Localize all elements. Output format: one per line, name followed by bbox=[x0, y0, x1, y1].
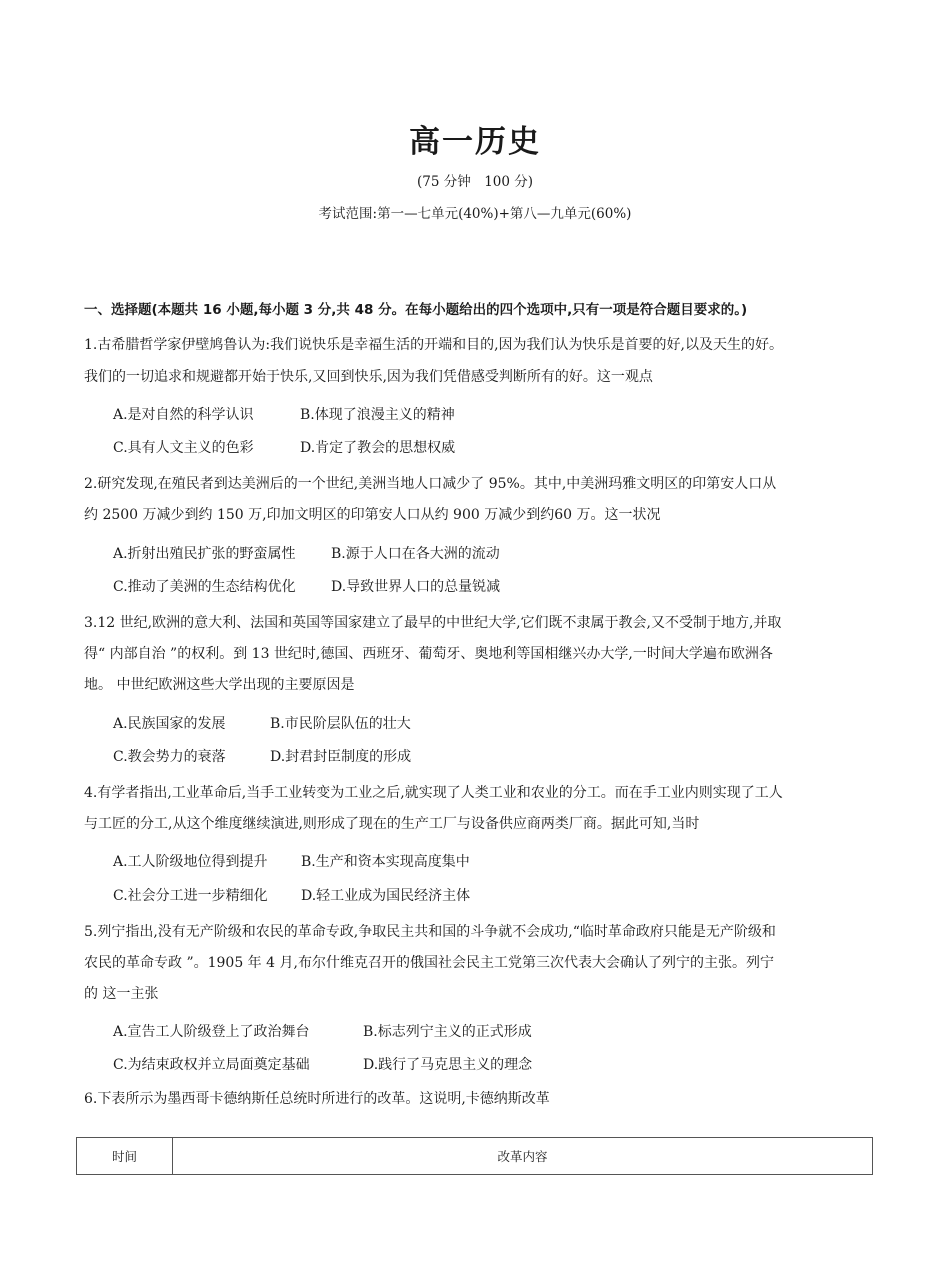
exam-scope: 考试范围:第一—七单元(40%)+第八—九单元(60%) bbox=[318, 206, 632, 222]
question-2-line-1: 2.研究发现,在殖民者到达美洲后的一个世纪,美洲当地人口减少了 95%。其中,中美洲玛雅文明区的印第安人口从 bbox=[84, 476, 777, 492]
question-4-option-c: C.社会分工进一步精细化 bbox=[113, 888, 268, 904]
question-5-option-c: C.为结束政权并立局面奠定基础 bbox=[113, 1057, 310, 1073]
question-5-options-row-2 bbox=[113, 1055, 913, 1075]
question-4-option-d: D.轻工业成为国民经济主体 bbox=[301, 888, 471, 904]
question-3-line-3: 地。 中世纪欧洲这些大学出现的主要原因是 bbox=[84, 677, 355, 693]
question-2-options-row-2 bbox=[113, 577, 913, 597]
question-1-option-d: D.肯定了教会的思想权威 bbox=[300, 440, 456, 456]
question-3-option-c: C.教会势力的衰落 bbox=[113, 749, 226, 765]
question-2-line-2: 约 2500 万减少到约 150 万,印加文明区的印第安人口从约 900 万减少到约60 万。这一状况 bbox=[84, 507, 661, 523]
question-4-options-row-1 bbox=[113, 852, 913, 872]
question-5-option-a: A.宣告工人阶级登上了政治舞台 bbox=[113, 1024, 310, 1040]
question-2-option-c: C.推动了美洲的生态结构优化 bbox=[113, 579, 296, 595]
question-5-line-3: 的 这一主张 bbox=[84, 986, 159, 1002]
table-header-time: 时间 bbox=[77, 1138, 173, 1174]
question-6-line-1: 6.下表所示为墨西哥卡德纳斯任总统时所进行的改革。这说明,卡德纳斯改革 bbox=[84, 1091, 550, 1107]
question-5-option-b: B.标志列宁主义的正式形成 bbox=[363, 1024, 532, 1040]
question-1-option-c: C.具有人文主义的色彩 bbox=[113, 440, 254, 456]
question-2-option-a: A.折射出殖民扩张的野蛮属性 bbox=[113, 546, 296, 562]
question-2-options-row-1 bbox=[113, 544, 913, 564]
question-2-option-d: D.导致世界人口的总量锐减 bbox=[331, 579, 501, 595]
question-4-option-b: B.生产和资本实现高度集中 bbox=[301, 854, 470, 870]
question-2-option-b: B.源于人口在各大洲的流动 bbox=[331, 546, 500, 562]
exam-duration: (75 分钟 100 分) bbox=[416, 174, 534, 190]
question-3-options-row-1 bbox=[113, 714, 913, 734]
page-title: 高一历史 bbox=[409, 124, 541, 160]
question-3-line-2: 得“ 内部自治 ”的权利。到 13 世纪时,德国、西班牙、葡萄牙、奥地利等国相继兴办大学,一时间大学遍布欧洲各 bbox=[84, 646, 773, 662]
question-1-option-b: B.体现了浪漫主义的精神 bbox=[300, 407, 455, 423]
question-1-line-1: 1.古希腊哲学家伊壁鸠鲁认为:我们说快乐是幸福生活的开端和目的,因为我们认为快乐是首要的好,以及天生的好。 bbox=[84, 337, 783, 353]
question-1-option-a: A.是对自然的科学认识 bbox=[113, 407, 254, 423]
question-3-option-b: B.市民阶层队伍的壮大 bbox=[270, 716, 411, 732]
question-4-line-2: 与工匠的分工,从这个维度继续演进,则形成了现在的生产工厂与设备供应商两类厂商。据此可知,当时 bbox=[84, 816, 700, 832]
question-3-options-row-2 bbox=[113, 747, 913, 767]
question-3-option-a: A.民族国家的发展 bbox=[113, 716, 226, 732]
question-1-options-row-1 bbox=[113, 405, 913, 425]
question-5-options-row-1 bbox=[113, 1022, 913, 1042]
reform-table bbox=[76, 1137, 873, 1175]
section-heading: 一、选择题(本题共 16 小题,每小题 3 分,共 48 分。在每小题给出的四个选项中,只有一项是符合题目要求的。) bbox=[84, 302, 748, 318]
question-4-options-row-2 bbox=[113, 886, 913, 906]
question-3-line-1: 3.12 世纪,欧洲的意大利、法国和英国等国家建立了最早的中世纪大学,它们既不隶属于教会,又不受制于地方,并取 bbox=[84, 615, 782, 631]
table-header-content: 改革内容 bbox=[497, 1149, 548, 1164]
question-1-options-row-2 bbox=[113, 438, 913, 458]
question-1-line-2: 我们的一切追求和规避都开始于快乐,又回到快乐,因为我们凭借感受判断所有的好。这一观点 bbox=[84, 369, 653, 385]
question-5-line-1: 5.列宁指出,没有无产阶级和农民的革命专政,争取民主共和国的斗争就不会成功,“临时革命政府只能是无产阶级和 bbox=[84, 924, 776, 940]
question-4-option-a: A.工人阶级地位得到提升 bbox=[113, 854, 268, 870]
question-5-option-d: D.践行了马克思主义的理念 bbox=[363, 1057, 533, 1073]
question-5-line-2: 农民的革命专政 ”。1905 年 4 月,布尔什维克召开的俄国社会民主工党第三次代表大会确认了列宁的主张。列宁 bbox=[84, 955, 774, 971]
question-3-option-d: D.封君封臣制度的形成 bbox=[270, 749, 412, 765]
question-4-line-1: 4.有学者指出,工业革命后,当手工业转变为工业之后,就实现了人类工业和农业的分工。而在手工业内则实现了工人 bbox=[84, 785, 783, 801]
